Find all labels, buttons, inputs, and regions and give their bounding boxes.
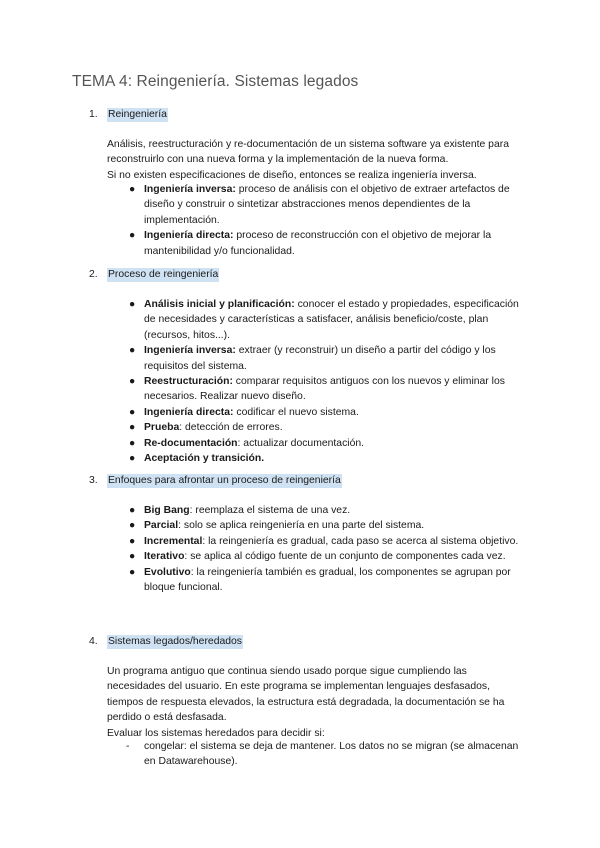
bullet-icon: ● — [129, 566, 136, 578]
list-item: ● Reestructuración: comparar requisitos antiguos con los nuevos y eliminar los necesarios. Realizar nuevo diseño. — [129, 376, 505, 403]
bullet-icon: ● — [129, 437, 136, 449]
list-item: ● Análisis inicial y planificación: conocer el estado y propiedades, especificación de necesidades y características a satisfacer, análisis beneficio/coste, plan (recursos, hitos...). — [129, 299, 519, 341]
bullet-icon: ● — [129, 184, 136, 195]
list-item: ● Prueba: detección de errores. — [126, 420, 526, 435]
section-number: 3. — [89, 475, 98, 486]
paragraph-line: Un programa antiguo que continua siendo usado porque sigue cumpliendo las necesidades del usuario. En este programa se implementan lenguajes desfasados, tiempos de respuesta elevados, la estructura está degradada, la documentación se ha perdido o está desfasada. — [107, 666, 505, 724]
bullet-icon: ● — [129, 453, 136, 465]
bullet-icon: ● — [129, 345, 136, 357]
section-heading-1 — [89, 108, 168, 122]
section-number: 4. — [89, 636, 98, 647]
bullet-icon: ● — [129, 299, 136, 310]
section-title: Enfoques para afrontar un proceso de reingeniería — [108, 475, 341, 486]
bullet-icon: ● — [129, 520, 136, 532]
dash-marker: - — [126, 741, 130, 752]
section-number: 1. — [89, 109, 98, 120]
section-4-paragraph — [107, 664, 527, 741]
document-title: TEMA 4: Reingeniería. Sistemas legados — [72, 73, 359, 90]
section-number: 2. — [89, 269, 98, 280]
bullet-icon: ● — [129, 535, 136, 547]
list-item: ● Iterativo: se aplica al código fuente de un conjunto de componentes cada vez. — [126, 549, 526, 564]
bullet-icon: ● — [129, 422, 136, 434]
section-title: Proceso de reingeniería — [108, 269, 219, 280]
section-heading-3 — [89, 474, 342, 488]
bullet-icon: ● — [129, 551, 136, 563]
bullet-icon: ● — [129, 505, 136, 516]
list-item: ● Ingeniería inversa: proceso de análisis con el objetivo de extraer artefactos de diseño y construir o sintetizar abstracciones menos dependientes de la implementación. — [129, 184, 510, 226]
list-item: ● Re-documentación: actualizar documentación. — [126, 436, 526, 451]
section-heading-4 — [89, 635, 243, 649]
paragraph-line: Análisis, reestructuración y re-documentación de un sistema software ya existente para reconstruirlo con una nueva forma y la implementación de la nueva forma. — [107, 139, 509, 166]
section-2-bullets — [126, 297, 526, 466]
section-1-paragraph — [107, 137, 527, 183]
list-item: - congelar: el sistema se deja de mantener. Los datos no se migran (se almacenan en Datawarehouse). — [126, 741, 519, 768]
list-item: ● Incremental: la reingeniería es gradual, cada paso se acerca al sistema objetivo. — [126, 534, 526, 549]
list-item: ● Ingeniería directa: proceso de reconstrucción con el objetivo de mejorar la mantenibilidad y/o funcionalidad. — [129, 230, 492, 257]
list-item: ● Parcial: solo se aplica reingeniería en una parte del sistema. — [126, 518, 526, 533]
section-heading-2 — [89, 268, 219, 282]
section-title: Sistemas legados/heredados — [108, 636, 243, 647]
list-item: ● Ingeniería inversa: extraer (y reconstruir) un diseño a partir del código y los requisitos del sistema. — [129, 345, 496, 372]
section-3-bullets — [126, 503, 526, 595]
paragraph-line: Si no existen especificaciones de diseño, entonces se realiza ingeniería inversa. — [107, 169, 477, 181]
list-item: ● Big Bang: reemplaza el sistema de una vez. — [126, 503, 526, 518]
list-item: ● Ingeniería directa: codificar el nuevo sistema. — [126, 405, 526, 420]
paragraph-line: Evaluar los sistemas heredados para decidir si: — [107, 727, 325, 739]
bullet-icon: ● — [129, 406, 136, 418]
section-1-bullets — [126, 182, 526, 259]
list-item: ● Aceptación y transición. — [126, 451, 526, 466]
list-item: ● Evolutivo: la reingeniería también es gradual, los componentes se agrupan por bloque funcional. — [129, 566, 511, 594]
bullet-icon: ● — [129, 376, 136, 388]
section-title: Reingeniería — [108, 109, 167, 120]
bullet-icon: ● — [129, 230, 136, 242]
section-4-dash-list — [126, 739, 526, 770]
